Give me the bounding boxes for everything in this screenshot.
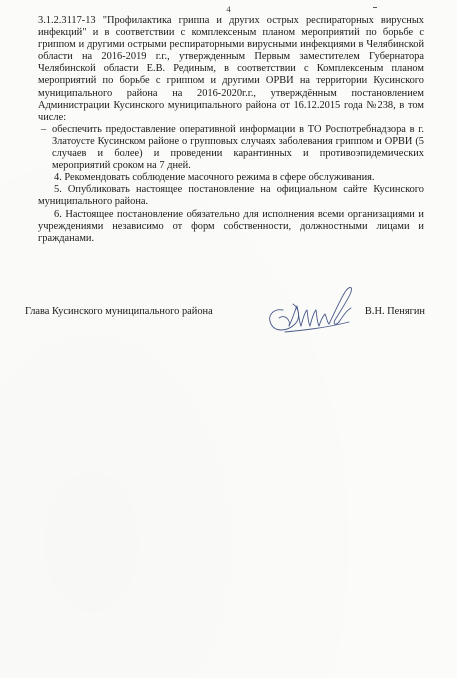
signatory-name: В.Н. Пенягин — [364, 306, 425, 317]
page-number: 4 — [226, 4, 231, 14]
paragraph-item-4: 4. Рекомендовать соблюдение масочного режима в сфере обслуживания. — [54, 172, 375, 184]
signatory-title: Глава Кусинского муниципального района — [25, 306, 213, 317]
paragraph-item-5: 5. Опубликовать настоящее постановление на официальном сайте Кусинского муниципального района. — [38, 184, 424, 208]
signature-block — [25, 306, 425, 320]
bullet-marker: – — [41, 123, 47, 135]
bullet-text: обеспечить предоставление оперативной информации в ТО Роспотребнадзора в г. Златоусте Кусинском районе о групповых случаях заболевания гриппом и ОРВИ (5 случаев и более) и проведении карантинных и противоэпидемических мероприятий сроком на 7 дней. — [52, 123, 424, 172]
paragraph-intro: 3.1.2.3117-13 "Профилактика гриппа и других острых респираторных вирусных инфекций" и в соответствии с комплексеным планом мероприятий по борьбе с гриппом и другими острыми респираторными вирусными инфекциями в Челябинской области на 2016-2019 г.г., утвержденным Первым заместителем Губернатора Челябинской области Е.В. Рединым, в соответствии с Комплексеным планом мероприятий по борьбе с гриппом и другими ОРВИ на территории Кусинского муниципального района на 2016-2020г.г., утверждённым постановлением Администрации Кусинского муниципального района от 16.12.2015 года №238, в том числе: — [38, 15, 424, 123]
document-body — [38, 15, 424, 245]
bullet-item — [38, 124, 424, 172]
paragraph-item-6: 6. Настоящее постановление обязательно для исполнения всеми организациями и учреждениями независимо от форм собственности, должностными лицами и гражданами. — [38, 208, 424, 244]
scan-mark — [373, 7, 377, 8]
